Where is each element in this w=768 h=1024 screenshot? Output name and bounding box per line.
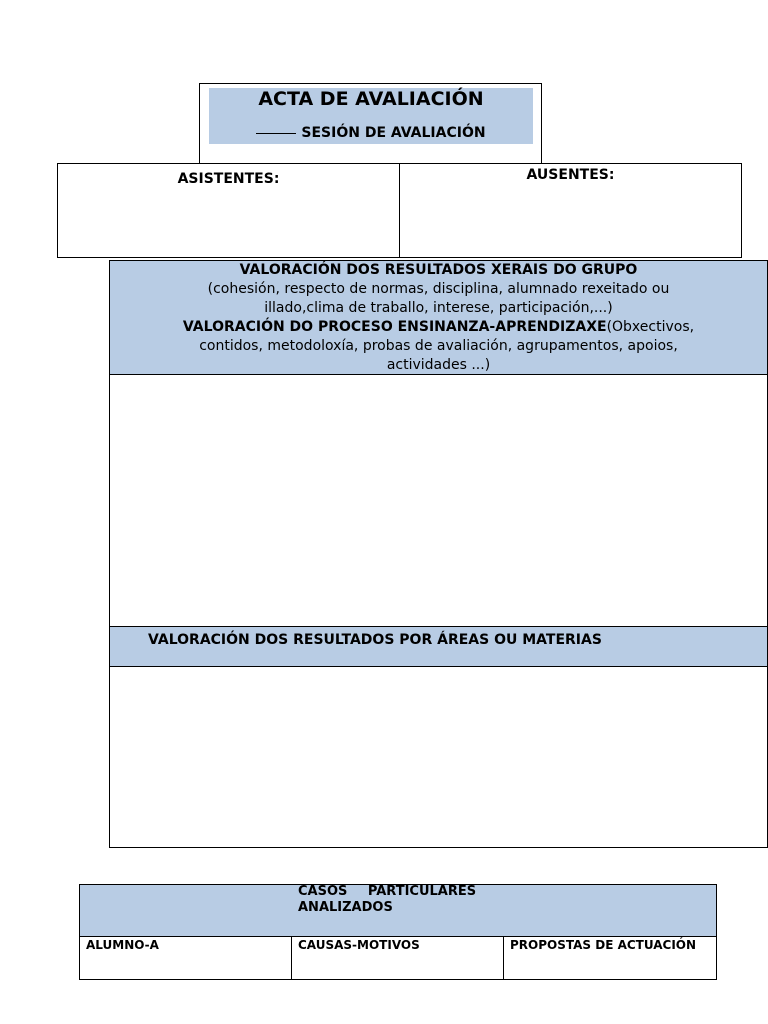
areas-title: VALORACIÓN DOS RESULTADOS POR ÁREAS OU MATERIAS: [148, 632, 602, 648]
absentees-label: AUSENTES:: [526, 167, 615, 183]
session-label: SESIÓN DE AVALIACIÓN: [301, 125, 486, 141]
session-number-blank[interactable]: [256, 133, 296, 134]
cases-title: CASOS PARTICULARES ANALIZADOS: [298, 884, 477, 915]
process-title: VALORACIÓN DO PROCESO ENSINANZA-APRENDIZAXE: [182, 319, 607, 335]
session-line: [209, 124, 533, 142]
document-title: ACTA DE AVALIACIÓN: [258, 88, 484, 110]
group-results-title: VALORACIÓN DOS RESULTADOS XERAIS DO GRUPO: [239, 262, 638, 278]
areas-body[interactable]: [109, 666, 768, 848]
group-results-detail: (cohesión, respecto de normas, disciplina, alumnado rexeitado ou illado,clima de traballo, interese, participación,...): [207, 281, 670, 316]
group-results-header-text: [109, 261, 768, 375]
group-results-body[interactable]: [109, 374, 768, 627]
cases-column-student[interactable]: ALUMNO-A: [79, 936, 292, 980]
cases-column-proposals[interactable]: PROPOSTAS DE ACTUACIÓN: [503, 936, 717, 980]
process-detail: (Obxectivos, contidos, metodoloxía, probas de avaliación, agrupamentos, apoios, actividades ...): [199, 319, 695, 373]
attendees-label: ASISTENTES:: [177, 171, 280, 187]
cases-column-causes[interactable]: CAUSAS-MOTIVOS: [291, 936, 504, 980]
